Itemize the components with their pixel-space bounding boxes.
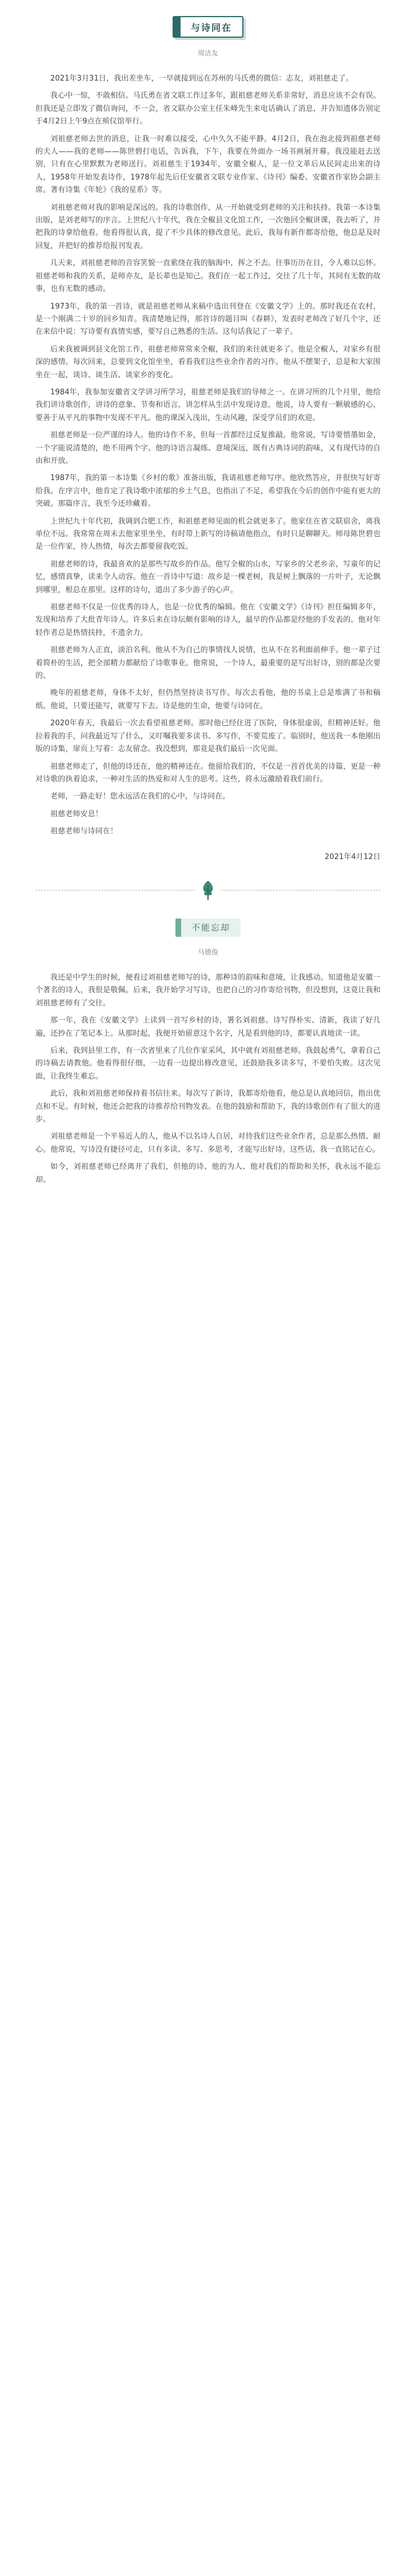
article1-paragraph: 祖慈老师走了，但他的诗还在，他的精神还在。他留给我们的，不仅是一首首优美的诗篇，更是一种对诗歌的执着追求，一种对生活的热爱和对人生的思考。这些，将永远激励着我们前行。 bbox=[35, 762, 381, 784]
article1-paragraph: 后来我被调到县文化馆工作，祖慈老师常常来全椒，我们的来往就更多了。他是全椒人，对家乡有很深的感情。每次回来，总要到文化馆坐坐，看看我们这些业余作者的习作。他从不摆架子，总是和大家围坐在一起，谈诗、谈生活、谈家乡的变化。 bbox=[35, 345, 381, 380]
article2-paragraph: 那一年，我在《安徽文学》上读到一首写乡村的诗，署名刘祖慈。诗写得朴实、清新，我读了好几遍，还抄在了笔记本上。从那时起，我便开始留意这个名字，凡是看到他的诗，都要认真地读一读。 bbox=[35, 1016, 381, 1038]
article1-paragraph: 2020年春天，我最后一次去看望祖慈老师。那时他已经住进了医院，身体很虚弱，但精神还好。他拉着我的手，问我最近写了什么，又叮嘱我要多读书、多写作，不要荒废了。临别时，他送我一本他刚出版的诗集，扉页上写着：志友留念。我没想到，那竟是我们最后一次见面。 bbox=[35, 719, 381, 754]
footer-space bbox=[35, 1191, 381, 1225]
article2-title-block bbox=[35, 915, 381, 937]
article1-paragraph: 1973年，我的第一首诗，就是祖慈老师从来稿中选出刊登在《安徽文学》上的。那时我还在农村，是一个刚满二十岁的回乡知青。我清楚地记得，那首诗的题目叫《春耕》，发表时老师改了好几个字，还在来信中说：写诗要有真情实感，要写自己熟悉的生活。这句话我记了一辈子。 bbox=[35, 302, 381, 337]
article2-title-tag bbox=[175, 918, 241, 937]
article1-paragraph: 几天来，刘祖慈老师的音容笑貌一直萦绕在我的脑海中，挥之不去。往事历历在目，令人难以忘怀。祖慈老师和我的关系，是师亦友，是长辈也是知己。我们在一起工作过，交往了几十年，其间有无数的故事，也有无数的感动。 bbox=[35, 259, 381, 294]
article1-title-tag bbox=[173, 16, 243, 38]
article1-paragraph: 刘祖慈老师对我的影响是深远的。我的诗歌创作，从一开始就受到老师的关注和扶持。我第一本诗集出版，是刘老师写的序言。上世纪八十年代，我在全椒县文化馆工作，一次他回全椒讲课，我去听了，并把我的诗拿给他看。他看得很认真，提了不少具体的修改意见。此后，我每有新作都寄给他，他总是及时回复，并把好的推荐给报刊发表。 bbox=[35, 203, 381, 250]
article2-author: 马德俊 bbox=[197, 948, 218, 956]
article2-paragraph: 我还是中学生的时候，便看过刘祖慈老师写的诗，那种诗的韵味和意境，让我感动。知道他是安徽一个著名的诗人，我很是敬佩。后来，我开始学习写诗，也把自己的习作寄给刊物，但没想到，这竟让我和刘祖慈老师有了交往。 bbox=[35, 973, 381, 1008]
article1-paragraph: 我心中一惊，不敢相信。马氏勇在省文联工作过多年，跟祖慈老师关系非常好，消息应该不会有误。但我还是立即发了微信询问，不一会，省文联办公室主任朱峰先生来电话确认了消息，并告知遗体告别定于4月2日上午9点在殡仪馆举行。 bbox=[35, 91, 381, 126]
article1-paragraph: 祖慈老师的诗，我最喜欢的是那些写故乡的作品。他写全椒的山水，写家乡的父老乡亲，写童年的记忆，感情真挚，读来令人动容。他在一首诗中写道：故乡是一棵老树，我是树上飘落的一片叶子，无论飘到哪里，根总在那里。这样的诗句，道出了多少游子的心声。 bbox=[35, 560, 381, 594]
tree-icon bbox=[195, 877, 221, 904]
title-marker bbox=[174, 17, 181, 37]
article1-paragraph: 刘祖慈老师去世的消息，让我一时难以接受，心中久久不能平静。4月2日，我在泡北接到祖慈老师的夫人——我的老师——陈世碧打电话，告诉我，下午，我要在外面办一场书画展开幕。我没能赶去送别，只有在心里默默为老师送行。刘祖慈生于1934年，安徽全椒人，是一位文革后从民间走出来的诗人，1958年开始发表诗作，1978年起先后任安徽省文联专业作家、《诗刊》编委、安徽省作家协会副主席。著有诗集《年轮》《我的星系》等。 bbox=[35, 134, 381, 195]
article1-paragraph: 祖慈老师与诗同在！ bbox=[50, 827, 118, 836]
article1-paragraph: 祖慈老师是一位严谨的诗人。他的诗作不多，但每一首都经过反复推敲。他常说，写诗要惜墨如金，一个字能说清楚的，绝不用两个字。他的诗语言凝练、意境深远，既有古典诗词的韵味，又有现代诗的自由和开放。 bbox=[35, 431, 381, 465]
article1-paragraph: 上世纪九十年代初，我调到合肥工作，和祖慈老师见面的机会就更多了。他家住在省文联宿舍，离我单位不远。我常常在周末去他家里坐坐，有时带上新写的诗稿请他指点，有时只是聊聊天。师母陈世碧也是一位作家，待人热情，每次去都要留我吃饭。 bbox=[35, 517, 381, 552]
article2-paragraph: 刘祖慈老师是一个平易近人的人，他从不以名诗人自居，对待我们这些业余作者，总是那么热情、耐心。他常说，写诗没有捷径可走，只有多读、多写、多思考，才能写出好诗。这些话，我一直铭记在心。 bbox=[35, 1132, 381, 1154]
article1-paragraph: 1984年，我参加安徽省文学讲习所学习，祖慈老师是我们的导师之一。在讲习所的几个月里，他给我们讲诗歌创作，讲诗的意象、节奏和语言，讲怎样从生活中发现诗意。他说，诗人要有一颗敏感的心，要善于从平凡的事物中发现不平凡。他的课深入浅出，生动风趣，深受学员们的欢迎。 bbox=[35, 388, 381, 422]
article2-body bbox=[35, 972, 381, 1187]
title-marker bbox=[175, 918, 181, 937]
article1-title-block bbox=[35, 0, 381, 38]
article1-date: 2021年4月12日 bbox=[325, 852, 381, 861]
article2-paragraph: 如今，刘祖慈老师已经离开了我们，但他的诗、他的为人、他对我们的帮助和关怀，我永远不能忘却。 bbox=[35, 1163, 381, 1184]
article1-paragraph: 祖慈老师安息！ bbox=[50, 809, 103, 818]
article2-title: 不能忘却 bbox=[181, 918, 241, 937]
article1-paragraph: 老师，一路走好！您永远活在我们的心中，与诗同在。 bbox=[50, 792, 230, 801]
article1-paragraph: 1987年，我的第一本诗集《乡村的歌》准备出版，我请祖慈老师写序。他欣然答应，并很快写好寄给我。在序言中，他肯定了我诗歌中浓郁的乡土气息，也指出了不足，希望我在今后的创作中能有更大的突破。那篇序言，我至今还珍藏着。 bbox=[35, 474, 381, 509]
article1-title: 与诗同在 bbox=[190, 22, 232, 33]
article1-author: 周洁友 bbox=[197, 49, 218, 57]
section-divider bbox=[35, 875, 381, 915]
article2-paragraph: 此后，我和刘祖慈老师保持着书信往来。每次写了新诗，我都寄给他看，他总是认真地回信，指出优点和不足。有时候，他还会把我的诗推荐给刊物发表。在他的鼓励和帮助下，我的诗歌创作有了很大的进步。 bbox=[35, 1089, 381, 1124]
article1-paragraph: 祖慈老师为人正直，淡泊名利。他从不为自己的事情找人说情，也从不在名利面前伸手。他一辈子过着简朴的生活，把全部精力都献给了诗歌事业。他常说，一个诗人，最重要的是写出好诗，别的都是次要的。 bbox=[35, 646, 381, 681]
article1-paragraph: 2021年3月31日，我出差坐车，一早就接到远在苏州的马氏勇的微信：志友，刘祖慈走了。 bbox=[50, 74, 354, 83]
article1-body bbox=[35, 73, 381, 864]
article1-paragraph: 晚年的祖慈老师，身体不太好，但仍然坚持读书写作。每次去看他，他的书桌上总是堆满了书和稿纸。他说，只要还能写，就要写下去。诗是他的生命，他要与诗同在。 bbox=[35, 689, 381, 710]
article1-paragraph: 祖慈老师不仅是一位优秀的诗人，也是一位优秀的编辑。他在《安徽文学》《诗刊》担任编辑多年，发现和培养了大批青年诗人。许多后来在诗坛颇有影响的诗人，最早的作品都是经他的手发表的。他对年轻作者总是热情扶持，不遗余力。 bbox=[35, 603, 381, 637]
article2-paragraph: 后来，我到县里工作，有一次省里来了几位作家采风，其中就有刘祖慈老师。我鼓起勇气，拿着自己的诗稿去请教他。他看得很仔细，一边看一边提出修改意见，还鼓励我多读多写，不要怕失败。这次见面，让我终生难忘。 bbox=[35, 1046, 381, 1081]
